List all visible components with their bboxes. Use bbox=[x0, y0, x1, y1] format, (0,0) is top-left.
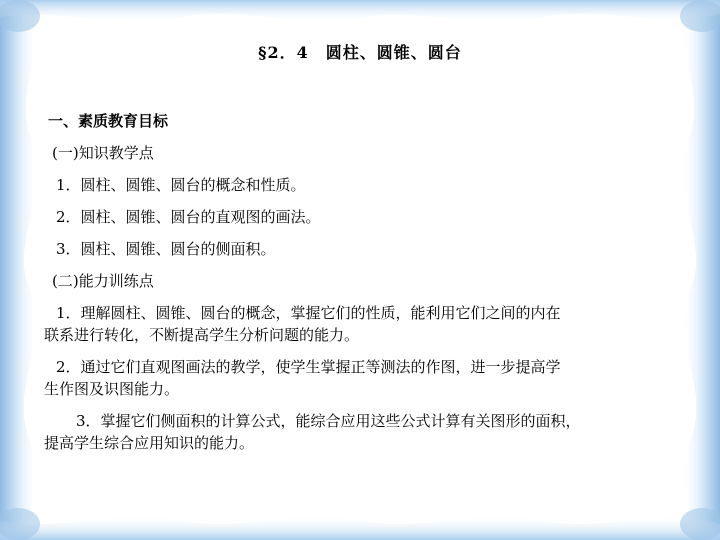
frame-corner-bottom-left bbox=[0, 508, 40, 540]
frame-corner-bottom-right bbox=[680, 508, 720, 540]
document-page bbox=[40, 0, 680, 540]
ability-heading: (二)能力训练点 bbox=[52, 272, 154, 290]
frame-right-band bbox=[681, 0, 720, 540]
knowledge-item: 3．圆柱、圆锥、圆台的侧面积。 bbox=[56, 240, 276, 258]
ability-item-line: 2．通过它们直观图画法的教学，使学生掌握正等测法的作图，进一步提高学 bbox=[56, 358, 561, 376]
ability-item-line: 1．理解圆柱、圆锥、圆台的概念，掌握它们的性质，能利用它们之间的内在 bbox=[56, 304, 561, 322]
ability-item-line: 3．掌握它们侧面积的计算公式，能综合应用这些公式计算有关图形的面积， bbox=[76, 412, 581, 430]
frame-left-band bbox=[0, 0, 39, 540]
page-title: §2．4 圆柱、圆锥、圆台 bbox=[258, 43, 462, 62]
ability-item-line: 生作图及识图能力。 bbox=[44, 380, 180, 398]
knowledge-item: 2．圆柱、圆锥、圆台的直观图的画法。 bbox=[56, 208, 321, 226]
knowledge-heading: (一)知识教学点 bbox=[52, 144, 154, 162]
ability-item-line: 联系进行转化，不断提高学生分析问题的能力。 bbox=[44, 326, 360, 344]
frame-corner-top-right bbox=[680, 0, 720, 32]
knowledge-item: 1．圆柱、圆锥、圆台的概念和性质。 bbox=[56, 176, 306, 194]
ability-item-line: 提高学生综合应用知识的能力。 bbox=[44, 434, 255, 452]
frame-corner-top-left bbox=[0, 0, 40, 32]
section-heading: 一、素质教育目标 bbox=[48, 112, 169, 130]
